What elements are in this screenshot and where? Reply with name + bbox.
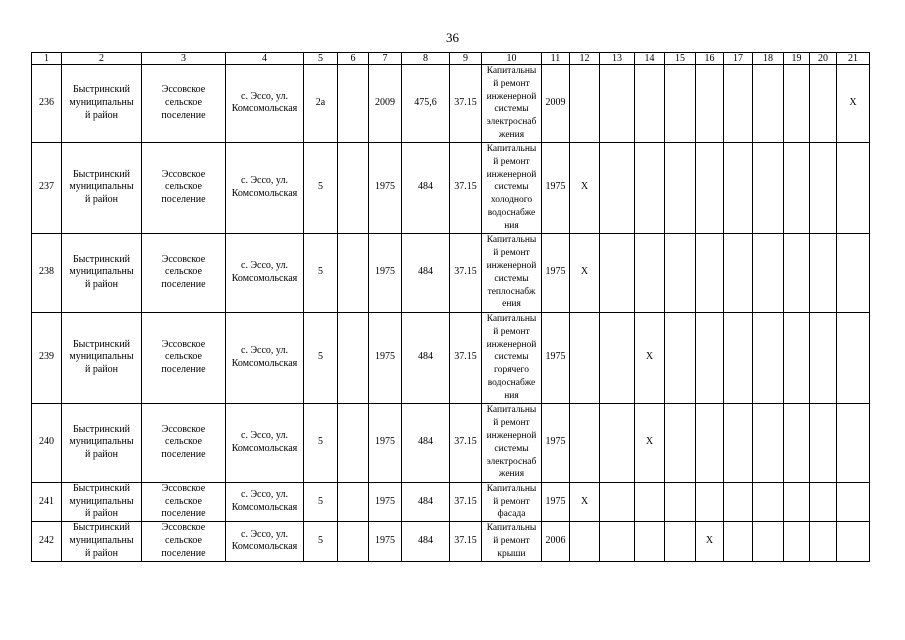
row-number: 241: [32, 482, 62, 521]
row-number: 240: [32, 403, 62, 482]
address-cell-line: с. Эссо, ул.: [241, 174, 288, 186]
mark-cell: [600, 403, 635, 482]
mark-cell: [635, 142, 665, 233]
settlement-cell: [142, 65, 226, 143]
build-year: 1975: [369, 312, 402, 403]
address-cell-line: Комсомольская: [231, 442, 298, 454]
district-cell-line: й район: [85, 279, 118, 291]
mark-cell: [570, 312, 600, 403]
mark-cell: [665, 233, 696, 312]
mark-cell: X: [570, 142, 600, 233]
work-type-cell-line: инженерной: [486, 91, 537, 102]
mark-cell: [784, 65, 810, 143]
work-type-cell-line: й ремонт: [493, 326, 530, 337]
table-row: [32, 403, 870, 482]
house-number: 5: [304, 522, 338, 561]
table-row: [32, 312, 870, 403]
address-cell: [226, 482, 304, 521]
mark-cell: [600, 482, 635, 521]
settlement-cell-line: Эссовское: [161, 168, 206, 180]
column-6-cell: [338, 403, 369, 482]
mark-cell: [600, 233, 635, 312]
work-type-cell-line: системы: [494, 443, 529, 454]
column-number: 21: [837, 53, 870, 65]
work-type-cell-line: водоснабже: [487, 207, 536, 218]
address-cell-line: Комсомольская: [231, 501, 298, 513]
work-type-cell-line: крыши: [497, 548, 526, 559]
settlement-cell-line: сельское: [165, 266, 202, 278]
build-year: 1975: [369, 233, 402, 312]
mark-cell: [635, 522, 665, 561]
mark-cell: [696, 233, 724, 312]
mark-cell: [724, 522, 753, 561]
district-cell-line: муниципальны: [69, 495, 134, 507]
repair-year: 1975: [542, 482, 570, 521]
area-cell: 484: [402, 312, 450, 403]
work-type-cell-line: ния: [504, 390, 519, 401]
mark-cell: [784, 522, 810, 561]
mark-cell: [696, 312, 724, 403]
repair-year: 1975: [542, 233, 570, 312]
build-year: 1975: [369, 522, 402, 561]
house-number: 5: [304, 403, 338, 482]
address-cell-line: с. Эссо, ул.: [241, 90, 288, 102]
table-row: [32, 482, 870, 521]
mark-cell: [570, 522, 600, 561]
repair-year: 2006: [542, 522, 570, 561]
district-cell: [62, 403, 142, 482]
settlement-cell: [142, 403, 226, 482]
settlement-cell: [142, 142, 226, 233]
settlement-cell-line: Эссовское: [161, 253, 206, 265]
column-number: 18: [753, 53, 784, 65]
mark-cell: [570, 403, 600, 482]
work-type-cell-line: жения: [498, 469, 525, 480]
column-number: 8: [402, 53, 450, 65]
settlement-cell-line: сельское: [165, 96, 202, 108]
mark-cell: [696, 482, 724, 521]
settlement-cell-line: Эссовское: [161, 423, 206, 435]
column-6-cell: [338, 312, 369, 403]
page-number: 36: [446, 30, 459, 45]
column-number: 7: [369, 53, 402, 65]
address-cell-line: Комсомольская: [231, 103, 298, 115]
column-number: 4: [226, 53, 304, 65]
mark-cell: [600, 142, 635, 233]
settlement-cell-line: Эссовское: [161, 338, 206, 350]
district-cell: [62, 522, 142, 561]
column-number: 16: [696, 53, 724, 65]
mark-cell: [635, 482, 665, 521]
mark-cell: [724, 403, 753, 482]
mark-cell: [724, 65, 753, 143]
mark-cell: X: [635, 312, 665, 403]
work-type-cell-line: Капитальны: [486, 483, 537, 494]
row-number: 237: [32, 142, 62, 233]
row-number: 239: [32, 312, 62, 403]
address-cell-line: Комсомольская: [231, 357, 298, 369]
district-cell-line: й район: [85, 508, 118, 520]
work-type-cell-line: Капитальны: [486, 313, 537, 324]
area-cell: 484: [402, 522, 450, 561]
work-type-cell-line: теплоснабж: [487, 286, 536, 297]
work-type-cell-line: й ремонт: [493, 78, 530, 89]
work-type-cell: [482, 65, 542, 143]
work-type-cell-line: системы: [494, 273, 529, 284]
work-type-cell-line: й ремонт: [493, 418, 530, 429]
mark-cell: [784, 233, 810, 312]
mark-cell: [784, 312, 810, 403]
work-type-cell: [482, 142, 542, 233]
work-type-cell: [482, 312, 542, 403]
district-cell: [62, 233, 142, 312]
repair-year: 1975: [542, 142, 570, 233]
address-cell: [226, 233, 304, 312]
work-type-cell-line: водоснабже: [487, 377, 536, 388]
settlement-cell-line: поселение: [161, 109, 206, 121]
house-number: 5: [304, 142, 338, 233]
mark-cell: [665, 65, 696, 143]
settlement-cell-line: поселение: [161, 449, 206, 461]
district-cell-line: й район: [85, 449, 118, 461]
table-row: [32, 65, 870, 143]
work-type-cell-line: фасада: [497, 509, 526, 520]
table-row: [32, 233, 870, 312]
price-cell: 37.15: [450, 522, 482, 561]
work-type-cell-line: Капитальны: [486, 523, 537, 534]
settlement-cell-line: Эссовское: [161, 84, 206, 96]
district-cell-line: й район: [85, 547, 118, 559]
repair-year: 1975: [542, 312, 570, 403]
address-cell-line: с. Эссо, ул.: [241, 344, 288, 356]
column-number: 19: [784, 53, 810, 65]
mark-cell: [810, 312, 837, 403]
address-cell: [226, 522, 304, 561]
district-cell-line: й район: [85, 194, 118, 206]
mark-cell: [600, 312, 635, 403]
mark-cell: [696, 403, 724, 482]
settlement-cell-line: сельское: [165, 534, 202, 546]
mark-cell: [724, 233, 753, 312]
district-cell: [62, 312, 142, 403]
mark-cell: [837, 403, 870, 482]
settlement-cell: [142, 522, 226, 561]
mark-cell: [784, 142, 810, 233]
row-number: 242: [32, 522, 62, 561]
mark-cell: [665, 403, 696, 482]
work-type-cell-line: ния: [504, 220, 519, 231]
work-type-cell-line: ения: [502, 299, 521, 310]
work-type-cell-line: Капитальны: [486, 405, 537, 416]
mark-cell: [665, 142, 696, 233]
area-cell: 475,6: [402, 65, 450, 143]
address-cell: [226, 142, 304, 233]
mark-cell: X: [696, 522, 724, 561]
mark-cell: [753, 522, 784, 561]
mark-cell: X: [837, 65, 870, 143]
district-cell-line: Быстринский: [72, 84, 131, 96]
district-cell-line: муниципальны: [69, 181, 134, 193]
address-cell-line: Комсомольская: [231, 541, 298, 553]
column-number: 15: [665, 53, 696, 65]
mark-cell: [837, 312, 870, 403]
address-cell: [226, 403, 304, 482]
mark-cell: X: [635, 403, 665, 482]
column-6-cell: [338, 142, 369, 233]
district-cell-line: муниципальны: [69, 266, 134, 278]
work-type-cell-line: й ремонт: [493, 496, 530, 507]
column-number: 10: [482, 53, 542, 65]
mark-cell: [837, 522, 870, 561]
column-number: 6: [338, 53, 369, 65]
build-year: 1975: [369, 403, 402, 482]
mark-cell: [810, 65, 837, 143]
price-cell: 37.15: [450, 312, 482, 403]
district-cell-line: Быстринский: [72, 522, 131, 534]
work-type-cell-line: инженерной: [486, 430, 537, 441]
mark-cell: [810, 522, 837, 561]
address-cell-line: Комсомольская: [231, 187, 298, 199]
work-type-cell: [482, 482, 542, 521]
mark-cell: [600, 522, 635, 561]
house-number: 5: [304, 312, 338, 403]
mark-cell: [837, 233, 870, 312]
address-cell-line: с. Эссо, ул.: [241, 528, 288, 540]
mark-cell: [696, 65, 724, 143]
column-number-row: [32, 53, 870, 65]
mark-cell: [600, 65, 635, 143]
area-cell: 484: [402, 233, 450, 312]
mark-cell: [753, 65, 784, 143]
table-row: [32, 522, 870, 561]
work-type-cell-line: й ремонт: [493, 535, 530, 546]
mark-cell: X: [570, 233, 600, 312]
house-number: 2а: [304, 65, 338, 143]
column-6-cell: [338, 522, 369, 561]
address-cell-line: Комсомольская: [231, 272, 298, 284]
repair-year: 1975: [542, 403, 570, 482]
mark-cell: [784, 403, 810, 482]
work-type-cell-line: Капитальны: [486, 143, 537, 154]
mark-cell: [810, 482, 837, 521]
row-number: 236: [32, 65, 62, 143]
mark-cell: [837, 142, 870, 233]
district-cell-line: муниципальны: [69, 96, 134, 108]
settlement-cell-line: сельское: [165, 351, 202, 363]
mark-cell: [635, 233, 665, 312]
mark-cell: [753, 312, 784, 403]
mark-cell: [810, 233, 837, 312]
district-cell: [62, 482, 142, 521]
settlement-cell-line: сельское: [165, 436, 202, 448]
row-number: 238: [32, 233, 62, 312]
mark-cell: [810, 403, 837, 482]
repair-schedule-table: [31, 52, 870, 562]
work-type-cell: [482, 233, 542, 312]
mark-cell: [724, 312, 753, 403]
address-cell: [226, 65, 304, 143]
column-number: 2: [62, 53, 142, 65]
address-cell: [226, 312, 304, 403]
column-number: 11: [542, 53, 570, 65]
settlement-cell: [142, 482, 226, 521]
mark-cell: [784, 482, 810, 521]
mark-cell: [665, 482, 696, 521]
work-type-cell: [482, 522, 542, 561]
house-number: 5: [304, 233, 338, 312]
column-6-cell: [338, 482, 369, 521]
build-year: 1975: [369, 142, 402, 233]
work-type-cell-line: Капитальны: [486, 66, 537, 76]
work-type-cell-line: инженерной: [486, 260, 537, 271]
mark-cell: [665, 312, 696, 403]
mark-cell: [753, 233, 784, 312]
table-row: [32, 142, 870, 233]
mark-cell: [570, 65, 600, 143]
settlement-cell: [142, 312, 226, 403]
area-cell: 484: [402, 142, 450, 233]
settlement-cell-line: сельское: [165, 495, 202, 507]
district-cell-line: Быстринский: [72, 482, 131, 494]
work-type-cell-line: холодного: [490, 195, 533, 206]
mark-cell: [753, 403, 784, 482]
mark-cell: [635, 65, 665, 143]
mark-cell: [837, 482, 870, 521]
district-cell: [62, 142, 142, 233]
price-cell: 37.15: [450, 65, 482, 143]
column-number: 14: [635, 53, 665, 65]
column-number: 13: [600, 53, 635, 65]
settlement-cell-line: сельское: [165, 181, 202, 193]
work-type-cell-line: системы: [494, 182, 529, 193]
district-cell-line: Быстринский: [72, 168, 131, 180]
district-cell-line: муниципальны: [69, 436, 134, 448]
mark-cell: [753, 142, 784, 233]
mark-cell: [724, 142, 753, 233]
work-type-cell-line: системы: [494, 104, 529, 115]
price-cell: 37.15: [450, 233, 482, 312]
work-type-cell-line: горячего: [494, 365, 529, 376]
house-number: 5: [304, 482, 338, 521]
settlement-cell-line: поселение: [161, 194, 206, 206]
column-number: 1: [32, 53, 62, 65]
address-cell-line: с. Эссо, ул.: [241, 259, 288, 271]
column-number: 9: [450, 53, 482, 65]
work-type-cell-line: й ремонт: [493, 248, 530, 259]
settlement-cell: [142, 233, 226, 312]
settlement-cell-line: поселение: [161, 279, 206, 291]
address-cell-line: с. Эссо, ул.: [241, 489, 288, 501]
build-year: 1975: [369, 482, 402, 521]
price-cell: 37.15: [450, 403, 482, 482]
mark-cell: X: [570, 482, 600, 521]
work-type-cell-line: й ремонт: [493, 156, 530, 167]
settlement-cell-line: поселение: [161, 547, 206, 559]
mark-cell: [696, 142, 724, 233]
work-type-cell-line: системы: [494, 352, 529, 363]
work-type-cell-line: электроснаб: [486, 456, 537, 467]
area-cell: 484: [402, 482, 450, 521]
work-type-cell-line: инженерной: [486, 169, 537, 180]
area-cell: 484: [402, 403, 450, 482]
settlement-cell-line: Эссовское: [161, 482, 206, 494]
district-cell: [62, 65, 142, 143]
mark-cell: [724, 482, 753, 521]
price-cell: 37.15: [450, 142, 482, 233]
settlement-cell-line: Эссовское: [161, 522, 206, 534]
district-cell-line: Быстринский: [72, 253, 131, 265]
district-cell-line: муниципальны: [69, 534, 134, 546]
district-cell-line: й район: [85, 109, 118, 121]
mark-cell: [810, 142, 837, 233]
work-type-cell-line: жения: [498, 129, 525, 140]
column-number: 5: [304, 53, 338, 65]
district-cell-line: муниципальны: [69, 351, 134, 363]
mark-cell: [753, 482, 784, 521]
mark-cell: [665, 522, 696, 561]
district-cell-line: Быстринский: [72, 338, 131, 350]
column-6-cell: [338, 233, 369, 312]
district-cell-line: Быстринский: [72, 423, 131, 435]
district-cell-line: й район: [85, 364, 118, 376]
column-6-cell: [338, 65, 369, 143]
column-number: 17: [724, 53, 753, 65]
column-number: 12: [570, 53, 600, 65]
repair-year: 2009: [542, 65, 570, 143]
work-type-cell-line: электроснаб: [486, 117, 537, 128]
work-type-cell-line: инженерной: [486, 339, 537, 350]
build-year: 2009: [369, 65, 402, 143]
work-type-cell-line: Капитальны: [486, 235, 537, 246]
work-type-cell: [482, 403, 542, 482]
settlement-cell-line: поселение: [161, 508, 206, 520]
column-number: 20: [810, 53, 837, 65]
column-number: 3: [142, 53, 226, 65]
address-cell-line: с. Эссо, ул.: [241, 429, 288, 441]
price-cell: 37.15: [450, 482, 482, 521]
settlement-cell-line: поселение: [161, 364, 206, 376]
